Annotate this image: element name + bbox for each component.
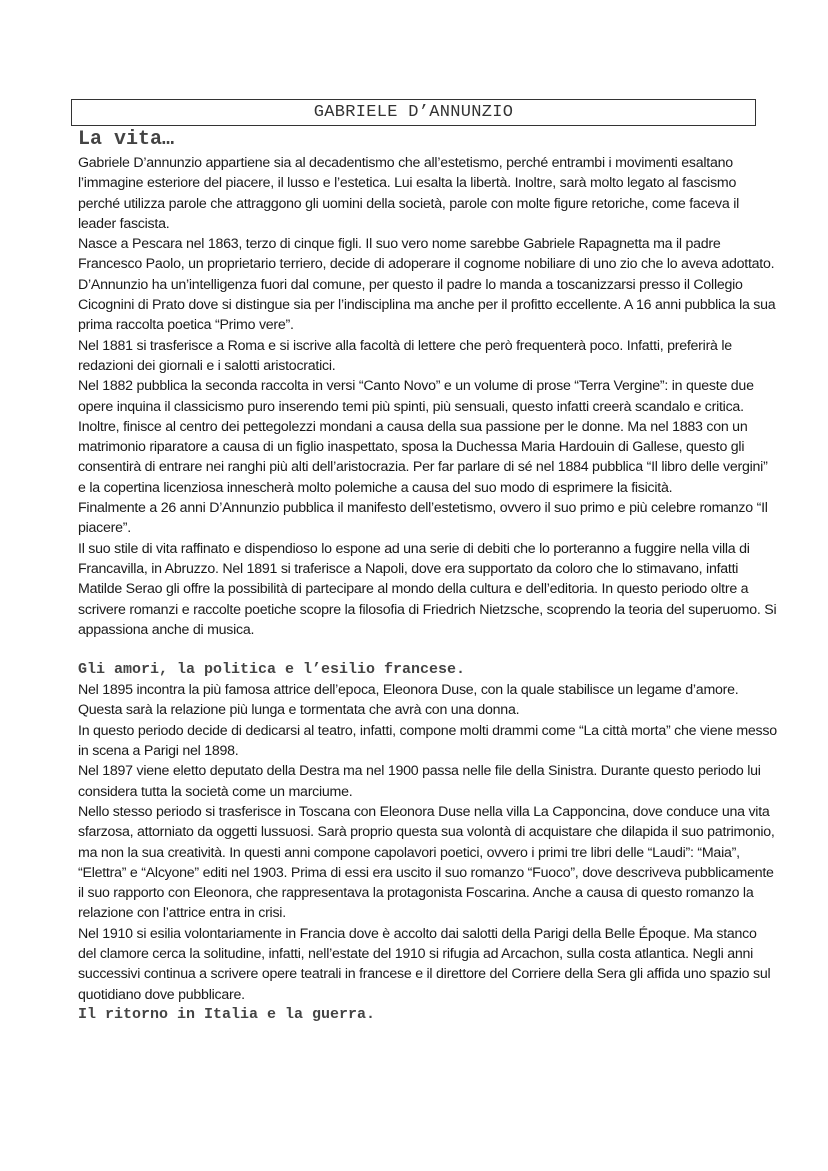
section-heading: Il ritorno in Italia e la guerra. (78, 1005, 376, 1023)
spacer (78, 640, 778, 660)
section-la-vita (78, 127, 778, 640)
paragraph: Nel 1897 viene eletto deputato della Destra ma nel 1900 passa nelle file della Sinistra. Durante questo periodo lui considera tutta la società come un marciume. (78, 763, 761, 800)
paragraph: Il suo stile di vita raffinato e dispendioso lo espone ad una serie di debiti che lo porteranno a fuggire nella villa di Francavilla, in Abruzzo. Nel 1891 si traferisce a Napoli, dove era supportato da coloro che lo stimavano, infatti Matilde Serao gli offre la possibilità di partecipare al mondo della cultura e dell’editoria. In questo periodo oltre a scrivere romanzi e raccolte poetiche scopre la filosofia di Friedrich Nietzsche, scoprendo la teoria del superuomo. Si appassiona anche di musica. (78, 540, 777, 638)
paragraph: Nello stesso periodo si trasferisce in Toscana con Eleonora Duse nella villa La Capponcina, dove conduce una vita sfarzosa, attorniato da oggetti lussuosi. Sarà proprio questa sua volontà di acquistare che dilapida il suo patrimonio, ma non la sua creatività. In questi anni compone capolavori poetici, ovvero i primi tre libri delle “Laudi”: “Maia”, “Elettra” e “Alcyone” editi nel 1903. Prima di essi era uscito il suo romanzo “Fuoco”, dove descriveva pubblicamente il suo rapporto con Eleonora, che rappresentava la protagonista Foscarina. Anche a causa di questo romanzo la relazione con l’attrice entra in crisi. (78, 803, 775, 922)
section-heading: La vita… (78, 128, 175, 151)
section-amori-politica-esilio (78, 660, 778, 1005)
section-heading: Gli amori, la politica e l’esilio francese. (78, 661, 466, 679)
paragraph: Gabriele D’annunzio appartiene sia al decadentismo che all’estetismo, perché entrambi i movimenti esaltano l’immagine esteriore del piacere, il lusso e l’estetica. Lui esalta la libertà. Inoltre, sarà molto legato al fascismo perché utilizza parole che attraggono gli uomini della società, parole con molte figure retoriche, come faceva il leader fascista. (78, 155, 740, 232)
title-box (71, 99, 756, 126)
section-ritorno-italia (78, 1005, 778, 1025)
document-body (78, 127, 778, 1025)
paragraph: Nasce a Pescara nel 1863, terzo di cinque figli. Il suo vero nome sarebbe Gabriele Rapagnetta ma il padre Francesco Paolo, un proprietario terriero, decide di adoperare il cognome nobiliare di uno zio che lo aveva adottato. D’Annunzio ha un’intelligenza fuori dal comune, per questo il padre lo manda a toscanizzarsi presso il Collegio Cicognini di Prato dove si distingue sia per l’indisciplina ma anche per il profitto eccellente. A 16 anni pubblica la sua prima raccolta poetica “Primo vere”. (78, 236, 776, 334)
paragraph: Nel 1882 pubblica la seconda raccolta in versi “Canto Novo” e un volume di prose “Terra Vergine”: in queste due opere inquina il classicismo puro inserendo temi più spinti, più sensuali, questo infatti creerà scandalo e critica. Inoltre, finisce al centro dei pettegolezzi mondani a causa della sua passione per le donne. Ma nel 1883 con un matrimonio riparatore a causa di un figlio inaspettato, sposa la Duchessa Maria Hardouin di Gallese, questo gli consentirà di entrare nei ranghi più alti dell’aristocrazia. Per far parlare di sé nel 1884 pubblica “Il libro delle vergini” e la copertina licenziosa innescherà molto polemiche a causa del suo modo di esprimere la fisicità. (78, 378, 768, 496)
document-title: GABRIELE D’ANNUNZIO (313, 103, 514, 122)
paragraph: Nel 1910 si esilia volontariamente in Francia dove è accolto dai salotti della Parigi della Belle Époque. Ma stanco del clamore cerca la solitudine, infatti, nell’estate del 1910 si rifugia ad Arcachon, sulla costa atlantica. Negli anni successivi continua a scrivere opere teatrali in francese e il direttore del Corriere della Sera gli affida uno spazio sul quotidiano dove pubblicare. (78, 925, 771, 1003)
paragraph: Finalmente a 26 anni D’Annunzio pubblica il manifesto dell’estetismo, ovvero il suo primo e più celebre romanzo “Il piacere”. (78, 500, 768, 537)
paragraph: Nel 1881 si trasferisce a Roma e si iscrive alla facoltà di lettere che però frequenterà poco. Infatti, preferirà le redazioni dei giornali e i salotti aristocratici. (78, 337, 732, 374)
paragraph: In questo periodo decide di dedicarsi al teatro, infatti, compone molti drammi come “La città morta” che viene messo in scena a Parigi nel 1898. (78, 722, 777, 760)
paragraph: Nel 1895 incontra la più famosa attrice dell’epoca, Eleonora Duse, con la quale stabilisce un legame d’amore. Questa sarà la relazione più lunga e tormentata che avrà con una donna. (78, 682, 739, 719)
